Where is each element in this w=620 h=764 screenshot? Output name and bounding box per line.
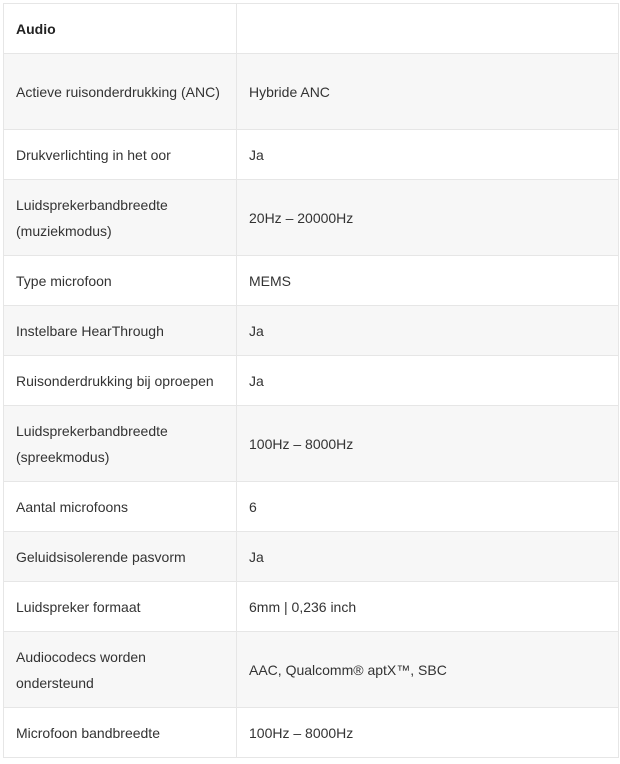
spec-value: MEMS — [237, 256, 619, 306]
audio-spec-table — [3, 3, 619, 758]
spec-label: Luidsprekerbandbreedte (muziekmodus) — [4, 180, 237, 256]
spec-label: Ruisonderdrukking bij oproepen — [4, 356, 237, 406]
section-title-value — [237, 4, 619, 54]
spec-value: 6mm | 0,236 inch — [237, 582, 619, 632]
spec-label: Drukverlichting in het oor — [4, 130, 237, 180]
spec-value: 6 — [237, 482, 619, 532]
table-header-row — [4, 4, 619, 54]
table-row — [4, 708, 619, 758]
table-row — [4, 406, 619, 482]
spec-value: Ja — [237, 532, 619, 582]
table-row — [4, 130, 619, 180]
table-row — [4, 482, 619, 532]
table-row — [4, 180, 619, 256]
spec-label: Actieve ruisonderdrukking (ANC) — [4, 54, 237, 130]
spec-label: Luidsprekerbandbreedte (spreekmodus) — [4, 406, 237, 482]
spec-value: 100Hz – 8000Hz — [237, 406, 619, 482]
spec-value: 20Hz – 20000Hz — [237, 180, 619, 256]
table-row — [4, 256, 619, 306]
spec-value: Hybride ANC — [237, 54, 619, 130]
spec-label: Instelbare HearThrough — [4, 306, 237, 356]
spec-value: AAC, Qualcomm® aptX™, SBC — [237, 632, 619, 708]
table-row — [4, 356, 619, 406]
spec-value: Ja — [237, 356, 619, 406]
section-title: Audio — [4, 4, 237, 54]
spec-value: 100Hz – 8000Hz — [237, 708, 619, 758]
table-row — [4, 54, 619, 130]
spec-label: Geluidsisolerende pasvorm — [4, 532, 237, 582]
table-row — [4, 306, 619, 356]
spec-label: Aantal microfoons — [4, 482, 237, 532]
spec-label: Microfoon bandbreedte — [4, 708, 237, 758]
spec-label: Type microfoon — [4, 256, 237, 306]
spec-label: Luidspreker formaat — [4, 582, 237, 632]
spec-value: Ja — [237, 306, 619, 356]
table-row — [4, 632, 619, 708]
spec-label: Audiocodecs worden ondersteund — [4, 632, 237, 708]
spec-value: Ja — [237, 130, 619, 180]
table-row — [4, 532, 619, 582]
table-row — [4, 582, 619, 632]
